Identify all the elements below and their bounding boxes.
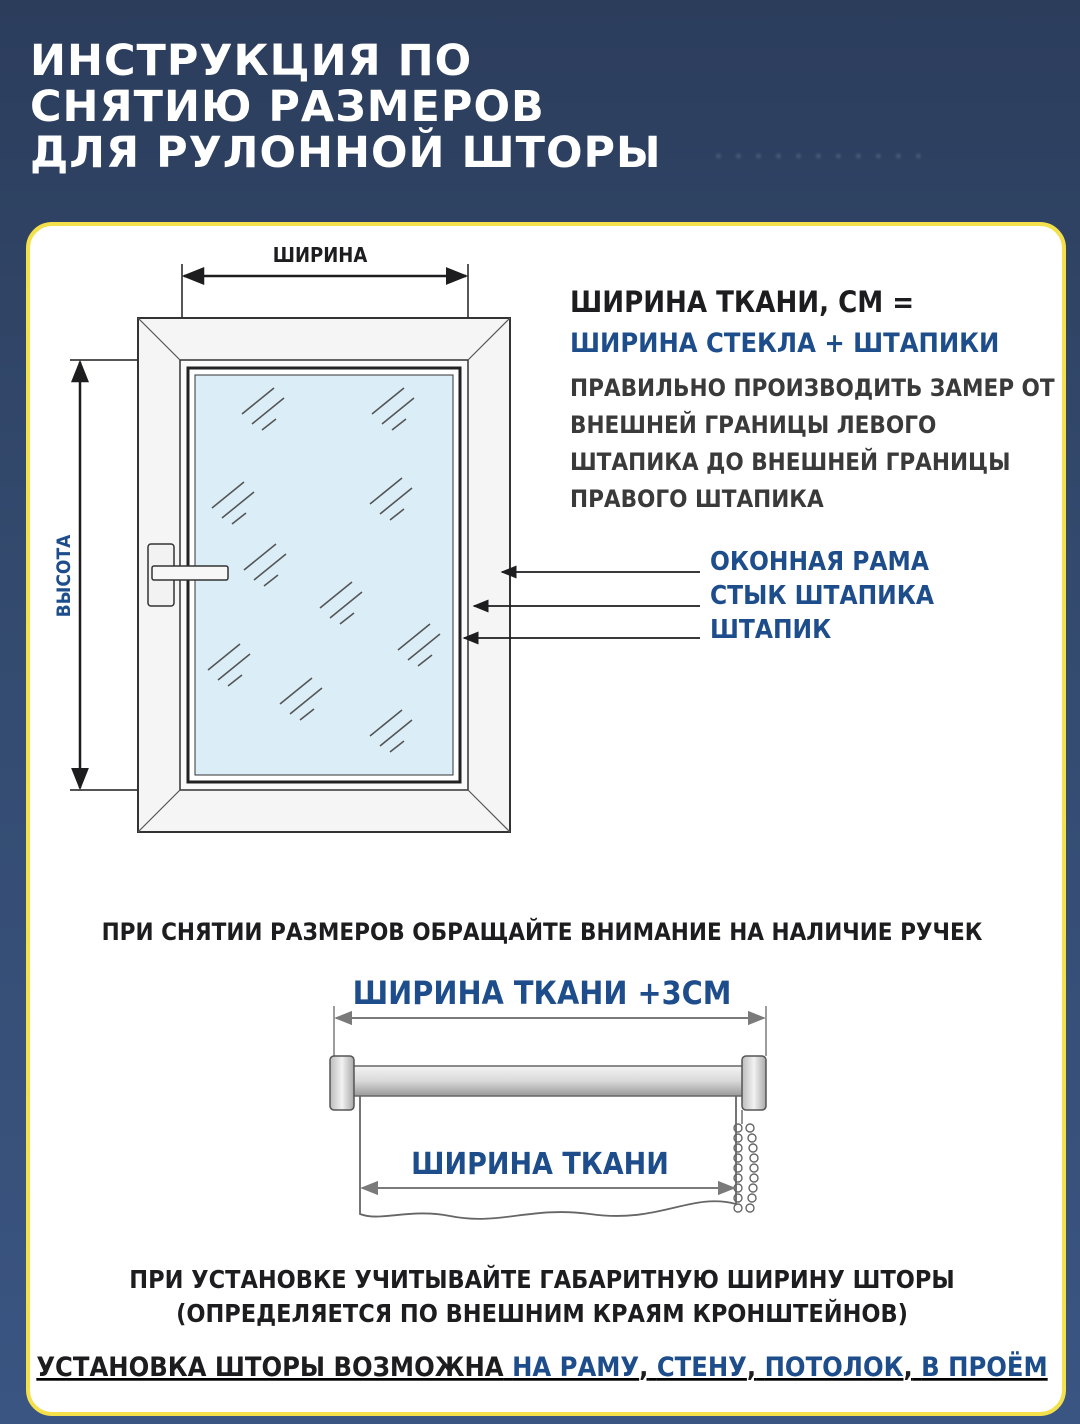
formula-block xyxy=(570,285,1055,513)
window-handle-icon xyxy=(152,566,228,580)
mount-separator-1: , xyxy=(639,1352,649,1383)
fabric-width-label: ШИРИНА ТКАНИ xyxy=(411,1147,669,1182)
title-line-1: ИНСТРУКЦИЯ ПО xyxy=(30,36,473,86)
blurred-watermark: · · · · · · · · · · · xyxy=(715,145,925,170)
callout-window-frame: ОКОННАЯ РАМА xyxy=(710,547,929,577)
install-note-line-2: (ОПРЕДЕЛЯЕТСЯ ПО ВНЕШНИМ КРАЯМ КРОНШТЕЙНОВ) xyxy=(176,1299,908,1328)
pull-chain-icon xyxy=(734,1110,758,1212)
install-note-line-1: ПРИ УСТАНОВКЕ УЧИТЫВАЙТЕ ГАБАРИТНУЮ ШИРИНУ ШТОРЫ xyxy=(129,1265,955,1294)
roller-tube xyxy=(346,1066,750,1096)
page-title xyxy=(30,38,662,176)
instruction-line-3: ШТАПИКА ДО ВНЕШНЕЙ ГРАНИЦЫ xyxy=(570,448,1011,476)
callout-bead-joint: СТЫК ШТАПИКА xyxy=(710,581,934,611)
formula-heading: ШИРИНА ТКАНИ, СМ = xyxy=(570,285,915,319)
title-line-2: СНЯТИЮ РАЗМЕРОВ xyxy=(30,82,545,132)
diagram-canvas xyxy=(30,226,1062,1412)
mount-separator-2: , xyxy=(746,1352,757,1383)
instruction-line-4: ПРАВОГО ШТАПИКА xyxy=(570,485,824,513)
outer-width-label: ШИРИНА ТКАНИ +3СМ xyxy=(352,974,732,1012)
left-bracket xyxy=(330,1056,354,1110)
mount-separator-3: , xyxy=(903,1352,913,1383)
mount-option-wall: СТЕНУ xyxy=(656,1352,747,1383)
blind-diagram xyxy=(330,974,766,1219)
handle-note: ПРИ СНЯТИИ РАЗМЕРОВ ОБРАЩАЙТЕ ВНИМАНИЕ НА НАЛИЧИЕ РУЧЕК xyxy=(101,918,983,946)
instruction-line-1: ПРАВИЛЬНО ПРОИЗВОДИТЬ ЗАМЕР ОТ xyxy=(570,374,1055,402)
instruction-line-2: ВНЕШНЕЙ ГРАНИЦЫ ЛЕВОГО xyxy=(570,411,937,439)
width-label: ШИРИНА xyxy=(272,243,368,267)
mounting-options xyxy=(36,1351,1047,1383)
height-label: ВЫСОТА xyxy=(53,534,75,618)
instruction-panel xyxy=(26,222,1066,1416)
right-bracket xyxy=(742,1056,766,1110)
glass-pane xyxy=(195,375,453,775)
formula-value: ШИРИНА СТЕКЛА + ШТАПИКИ xyxy=(570,328,1000,359)
mount-option-opening: В ПРОЁМ xyxy=(921,1352,1048,1383)
title-line-3: ДЛЯ РУЛОННОЙ ШТОРЫ xyxy=(30,128,662,178)
callout-glazing-bead: ШТАПИК xyxy=(710,615,832,645)
mount-option-ceiling: ПОТОЛОК xyxy=(764,1352,904,1383)
mounting-prefix: УСТАНОВКА ШТОРЫ ВОЗМОЖНА xyxy=(36,1352,504,1383)
mount-option-frame: НА РАМУ xyxy=(512,1352,640,1383)
